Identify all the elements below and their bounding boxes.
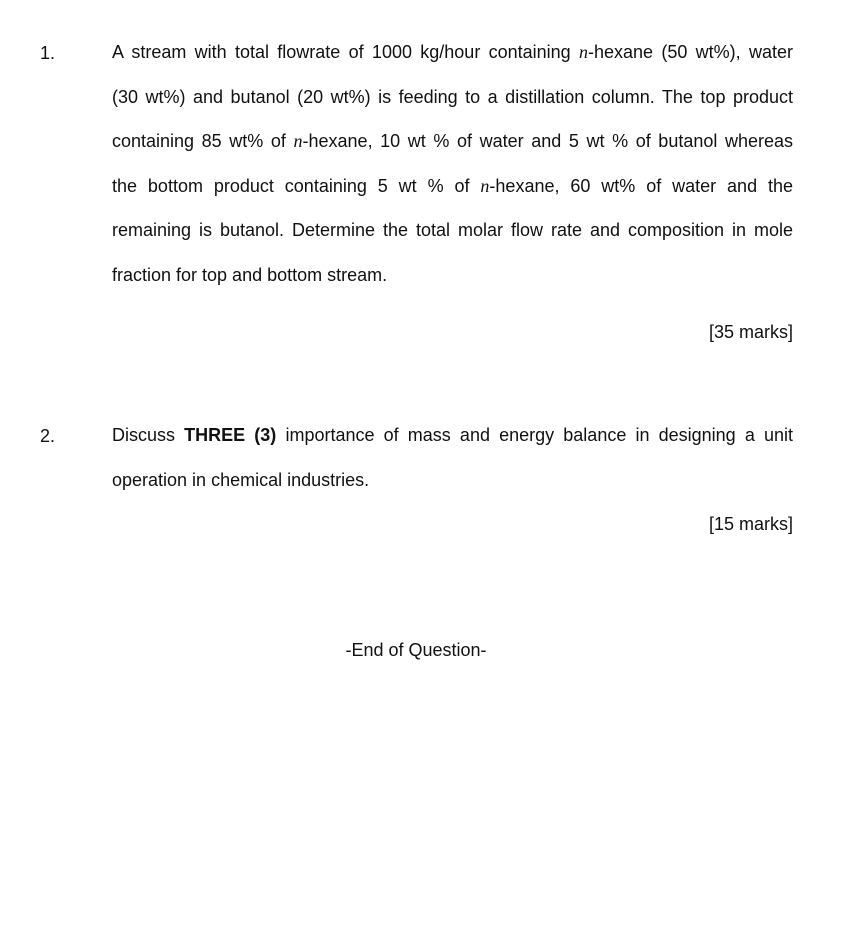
question-2-number: 2. <box>40 426 56 446</box>
question-1-line-3: containing 85 wt% of n-hexane, 10 wt % of water and 5 wt % of butanol whereas <box>112 131 793 152</box>
question-2-line-1: Discuss THREE (3) importance of mass and energy balance in designing a unit <box>112 425 794 445</box>
question-1-line-1: A stream with total flowrate of 1000 kg/hour containing n-hexane (50 wt%), water <box>112 42 793 62</box>
question-2-line-2: operation in chemical industries. <box>112 469 370 490</box>
question-1-line-6: fraction for top and bottom stream. <box>112 264 388 285</box>
question-1-text <box>112 30 793 298</box>
end-of-question: -End of Question- <box>345 640 487 660</box>
question-1-line-5: remaining is butanol. Determine the total molar flow rate and composition in mole <box>112 220 793 241</box>
question-1-number: 1. <box>40 43 56 63</box>
question-2-text <box>112 413 793 502</box>
question-2-marks: [15 marks] <box>708 514 793 534</box>
question-1-marks: [35 marks] <box>708 322 793 342</box>
question-1-line-2: (30 wt%) and butanol (20 wt%) is feeding to a distillation column. The top product <box>112 86 793 107</box>
emphasis-three: THREE (3) <box>184 425 277 445</box>
question-1-line-4: the bottom product containing 5 wt % of n-hexane, 60 wt% of water and the <box>112 175 794 196</box>
